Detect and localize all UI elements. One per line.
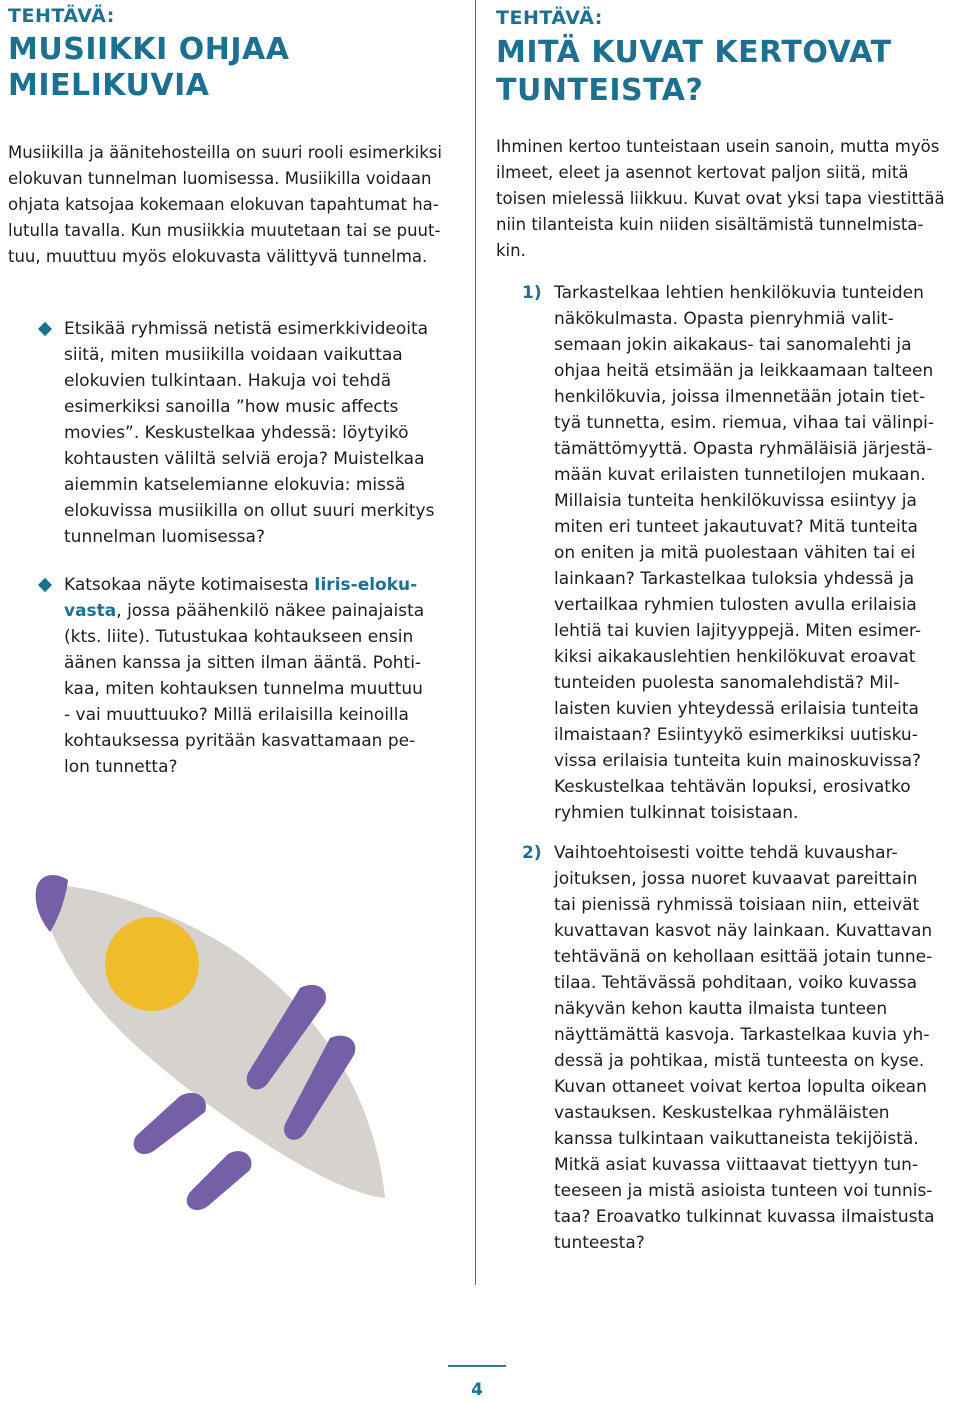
footer-rule [448, 1365, 506, 1367]
item-line: Vaihtoehtoisesti voitte tehdä kuvaushar- [554, 843, 898, 863]
item-line: tunteiden puolesta sanomalehdistä? Mil- [554, 673, 900, 693]
item-line: Millaisia tunteita henkilökuvissa esiintyy ja [554, 491, 917, 511]
right-intro [496, 134, 956, 264]
item-line: mään kuvat erilaisten tunnetilojen mukaan. [554, 465, 926, 485]
item-line: miten eri tunteet jakautuvat? Mitä tunteita [554, 517, 918, 537]
intro-line: Musiikilla ja äänitehosteilla on suuri rooli esimerkiksi [8, 143, 442, 162]
bullet-line: Etsikää ryhmissä netistä esimerkkivideoita [64, 319, 429, 339]
bullet-item-2 [8, 572, 460, 780]
item-line: teeseen ja mistä asioista tunteen voi tunnis- [554, 1181, 933, 1201]
item-line: vastauksen. Keskustelkaa ryhmäläisten [554, 1103, 890, 1123]
bullet-line: Katsokaa näyte kotimaisesta [64, 575, 315, 595]
numbered-item-2 [496, 840, 956, 1256]
item-line: tehtävänä on kehollaan esittää jotain tunne- [554, 947, 933, 967]
item-line: Tarkastelkaa lehtien henkilökuvia tunteiden [554, 283, 924, 303]
item-number: 1) [522, 283, 542, 303]
bullet-line: kaa, miten kohtauksen tunnelma muuttuu [64, 679, 423, 699]
item-line: kanssa tulkintaan vaikuttaneista tekijöistä. [554, 1129, 919, 1149]
bullet-line: aiemmin katselemianne elokuvia: missä [64, 475, 406, 495]
title-line: MITÄ KUVAT KERTOVAT [496, 35, 892, 70]
left-column [8, 0, 460, 780]
item-line: lehtiä tai kuvien lajityyppejä. Miten esimer- [554, 621, 922, 641]
bullet-item-1 [8, 316, 460, 550]
column-divider [475, 0, 476, 1285]
bullet-line: lon tunnetta? [64, 757, 178, 777]
bullet-line: elokuvien tulkintaan. Hakuja voi tehdä [64, 371, 392, 391]
item-line: näkyvän kehon kautta ilmaista tunteen [554, 999, 888, 1019]
item-line: henkilökuvia, joissa ilmennetään jotain tiet- [554, 387, 926, 407]
bullet-line: äänen kanssa ja sitten ilman ääntä. Pohti- [64, 653, 422, 673]
item-line: joituksen, jossa nuoret kuvaavat pareittain [554, 869, 918, 889]
item-line: Kuvan ottaneet voivat kertoa lopulta oikean [554, 1077, 927, 1097]
item-line: semaan jokin aikakaus- tai sanomalehti ja [554, 335, 912, 355]
diamond-bullet-icon [38, 322, 52, 336]
film-link-continued[interactable]: vasta [64, 601, 117, 621]
item-line: ilmaistaan? Esiintyykö esimerkiksi uutisku- [554, 725, 918, 745]
item-line: tilaa. Tehtävässä pohditaan, voiko kuvassa [554, 973, 918, 993]
right-column [496, 0, 956, 1256]
page-number: 4 [471, 1380, 483, 1400]
intro-line: ohjata katsojaa kokemaan elokuvan tapahtumat ha- [8, 195, 439, 214]
item-line: tämättömyyttä. Opasta ryhmäläisiä järjestä- [554, 439, 933, 459]
rocket-fin [134, 1093, 206, 1154]
bullet-line: tunnelman luomisessa? [64, 527, 265, 547]
intro-line: tuu, muuttuu myös elokuvasta välittyvä tunnelma. [8, 247, 428, 266]
intro-line: ilmeet, eleet ja asennot kertovat paljon siitä, mitä [496, 163, 909, 182]
film-link[interactable]: Iiris-eloku- [314, 575, 418, 595]
item-line: kuvattavan kasvot näy lainkaan. Kuvattavan [554, 921, 933, 941]
bullet-line: , jossa päähenkilö näkee painajaista [116, 601, 425, 621]
item-line: näkökulmasta. Opasta pienryhmiä valit- [554, 309, 894, 329]
item-line: vissa erilaisia tunteita kuin mainoskuvissa? [554, 751, 922, 771]
right-title [496, 34, 956, 110]
rocket-fin [187, 1151, 252, 1210]
bullet-line: siitä, miten musiikilla voidaan vaikuttaa [64, 345, 403, 365]
item-line: tyä tunnetta, esim. riemua, vihaa tai välinpi- [554, 413, 935, 433]
item-line: tunteesta? [554, 1233, 645, 1253]
intro-line: toisen mielessä liikkuu. Kuvat ovat yksi tapa viestittää [496, 189, 945, 208]
rocket-illustration [30, 868, 410, 1228]
left-title: MUSIIKKI OHJAA MIELIKUVIA [8, 32, 290, 103]
intro-line: kin. [496, 241, 526, 260]
item-line: on eniten ja mitä puolestaan vähiten tai ei [554, 543, 916, 563]
left-kicker: TEHTÄVÄ: [8, 5, 115, 27]
item-line: Mitkä asiat kuvassa viittaavat tiettyyn tun- [554, 1155, 919, 1175]
item-line: tai pienissä ryhmissä toisiaan niin, etteivät [554, 895, 920, 915]
item-line: ryhmien tulkinnat toisistaan. [554, 803, 799, 823]
item-line: laisten kuvien yhteydessä erilaisia tunteita [554, 699, 919, 719]
item-line: vertailkaa ryhmien tulosten avulla erilaisia [554, 595, 917, 615]
item-line: lainkaan? Tarkastelkaa tuloksia yhdessä ja [554, 569, 915, 589]
item-line: näyttämättä kasvoja. Tarkastelkaa kuvia yh- [554, 1025, 930, 1045]
item-number: 2) [522, 843, 542, 863]
item-line: kiksi aikakauslehtien henkilökuvat eroavat [554, 647, 916, 667]
rocket-window [105, 917, 199, 1011]
bullet-line: (kts. liite). Tutustukaa kohtaukseen ensin [64, 627, 414, 647]
intro-line: Ihminen kertoo tunteistaan usein sanoin, mutta myös [496, 137, 940, 156]
bullet-line: kohtausten väliltä selviä eroja? Muistelkaa [64, 449, 425, 469]
item-line: Keskustelkaa tehtävän lopuksi, erosivatko [554, 777, 911, 797]
item-line: dessä ja pohtikaa, mistä tunteesta on kyse. [554, 1051, 925, 1071]
left-intro [8, 140, 460, 270]
title-line: TUNTEISTA? [496, 73, 704, 108]
bullet-line: kohtauksessa pyritään kasvattamaan pe- [64, 731, 416, 751]
bullet-line: movies”. Keskustelkaa yhdessä: löytyikö [64, 423, 409, 443]
bullet-line: - vai muuttuuko? Millä erilaisilla keinoilla [64, 705, 409, 725]
bullet-line: esimerkiksi sanoilla ”how music affects [64, 397, 399, 417]
intro-line: lutulla tavalla. Kun musiikkia muutetaan tai se puut- [8, 221, 441, 240]
intro-line: elokuvan tunnelman luomisessa. Musiikilla voidaan [8, 169, 432, 188]
numbered-item-1 [496, 280, 956, 826]
diamond-bullet-icon [38, 578, 52, 592]
right-kicker: TEHTÄVÄ: [496, 7, 603, 29]
item-line: taa? Eroavatko tulkinnat kuvassa ilmaistusta [554, 1207, 935, 1227]
intro-line: niin tilanteista kuin niiden sisältämistä tunnelmista- [496, 215, 924, 234]
bullet-line: elokuvissa musiikilla on ollut suuri merkitys [64, 501, 435, 521]
item-line: ohjaa heitä etsimään ja leikkaamaan talteen [554, 361, 934, 381]
